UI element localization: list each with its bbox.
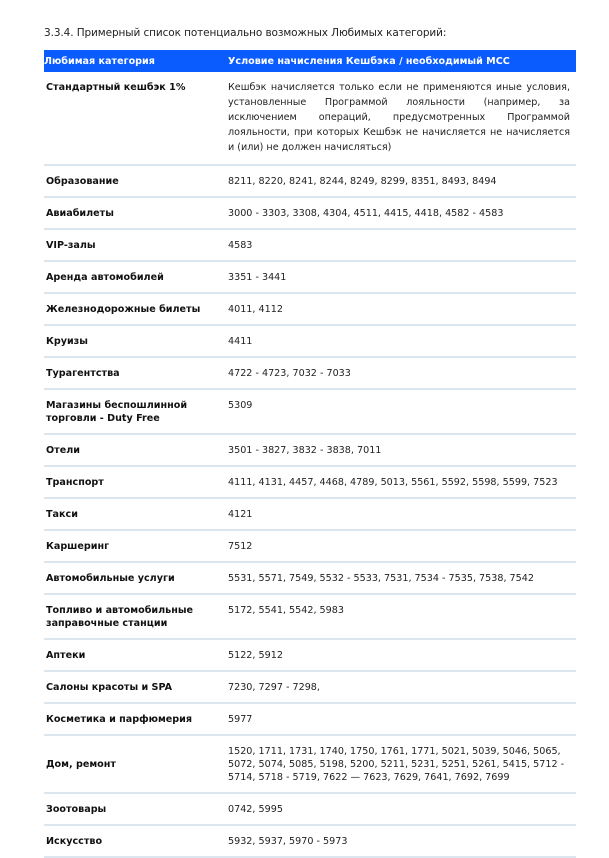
favorite-categories-table [44,50,576,858]
table-row [44,672,576,704]
mcc-cell: 4583 [228,240,253,251]
table-row [44,230,576,262]
column-header-category: Любимая категория [44,55,155,67]
table-row [44,499,576,531]
table-row [44,595,576,640]
mcc-cell: 3501 - 3827, 3832 - 3838, 7011 [228,445,382,456]
table-row [44,531,576,563]
table-row [44,198,576,230]
mcc-cell: 5977 [228,714,253,725]
table-row [44,294,576,326]
category-cell: Косметика и парфюмерия [46,714,193,725]
category-cell: Авиабилеты [46,208,114,219]
table-row [44,358,576,390]
category-cell: Транспорт [46,477,104,488]
column-header-mcc: Условие начисления Кешбэка / необходимый МСС [228,55,510,67]
category-cell: Железнодорожные билеты [46,304,201,315]
mcc-cell: 7230, 7297 - 7298, [228,682,320,693]
table-row [44,72,576,166]
mcc-cell: 8211, 8220, 8241, 8244, 8249, 8299, 8351, 8493, 8494 [228,176,497,187]
mcc-cell: 5932, 5937, 5970 - 5973 [228,836,348,847]
category-cell: VIP-залы [46,240,96,251]
category-cell: Магазины беспошлинной торговли - Duty Free [46,400,188,424]
category-cell: Топливо и автомобильные заправочные станции [46,605,194,629]
category-cell: Такси [46,509,78,520]
section-heading: 3.3.4. Примерный список потенциально возможных Любимых категорий: [44,27,447,39]
mcc-cell: 3000 - 3303, 3308, 4304, 4511, 4415, 4418, 4582 - 4583 [228,208,504,219]
category-cell: Зоотовары [46,804,107,815]
mcc-cell: Кешбэк начисляется только если не применяются иные условия, установленные Программой лояльности (например, за исключением операций, предусмотренных Программой лояльности, при которых Кешбэк не начисляется не начисляется и (или) не должен начисляться) [228,82,570,153]
category-cell: Аренда автомобилей [46,272,164,283]
category-cell: Круизы [46,336,88,347]
mcc-cell: 5122, 5912 [228,650,283,661]
table-row [44,563,576,595]
mcc-cell: 4411 [228,336,253,347]
table-header [44,50,576,72]
table-row [44,166,576,198]
mcc-cell: 5531, 5571, 7549, 5532 - 5533, 7531, 7534 - 7535, 7538, 7542 [228,573,534,584]
table-row [44,262,576,294]
category-cell: Искусство [46,836,103,847]
category-cell: Образование [46,176,119,187]
mcc-cell: 4111, 4131, 4457, 4468, 4789, 5013, 5561, 5592, 5598, 5599, 7523 [228,477,558,488]
category-cell: Автомобильные услуги [46,573,175,584]
table-row [44,640,576,672]
category-cell: Салоны красоты и SPA [46,682,173,693]
mcc-cell: 0742, 5995 [228,804,283,815]
category-cell: Дом, ремонт [46,759,116,770]
category-cell: Каршеринг [46,541,110,552]
table-row [44,704,576,736]
table-row [44,467,576,499]
mcc-cell: 4011, 4112 [228,304,283,315]
mcc-cell: 4722 - 4723, 7032 - 7033 [228,368,351,379]
mcc-cell: 7512 [228,541,253,552]
mcc-cell: 1520, 1711, 1731, 1740, 1750, 1761, 1771, 5021, 5039, 5046, 5065, 5072, 5074, 5085, 5198, 5200, 5211, 5231, 5251, 5261, 5415, 5712 - 5714, 5718 - 5719, 7622 — 7623, 7629, 7641, 7692, 7699 [228,746,565,783]
table-row [44,736,576,794]
mcc-cell: 3351 - 3441 [228,272,287,283]
category-cell: Аптеки [46,650,86,661]
table-row [44,326,576,358]
mcc-cell: 5309 [228,400,253,411]
mcc-cell: 4121 [228,509,253,520]
table-row [44,390,576,435]
category-cell: Отели [46,445,80,456]
mcc-cell: 5172, 5541, 5542, 5983 [228,605,344,616]
category-cell: Стандартный кешбэк 1% [46,82,186,93]
table-row [44,826,576,858]
table-row [44,435,576,467]
category-cell: Турагентства [46,368,120,379]
